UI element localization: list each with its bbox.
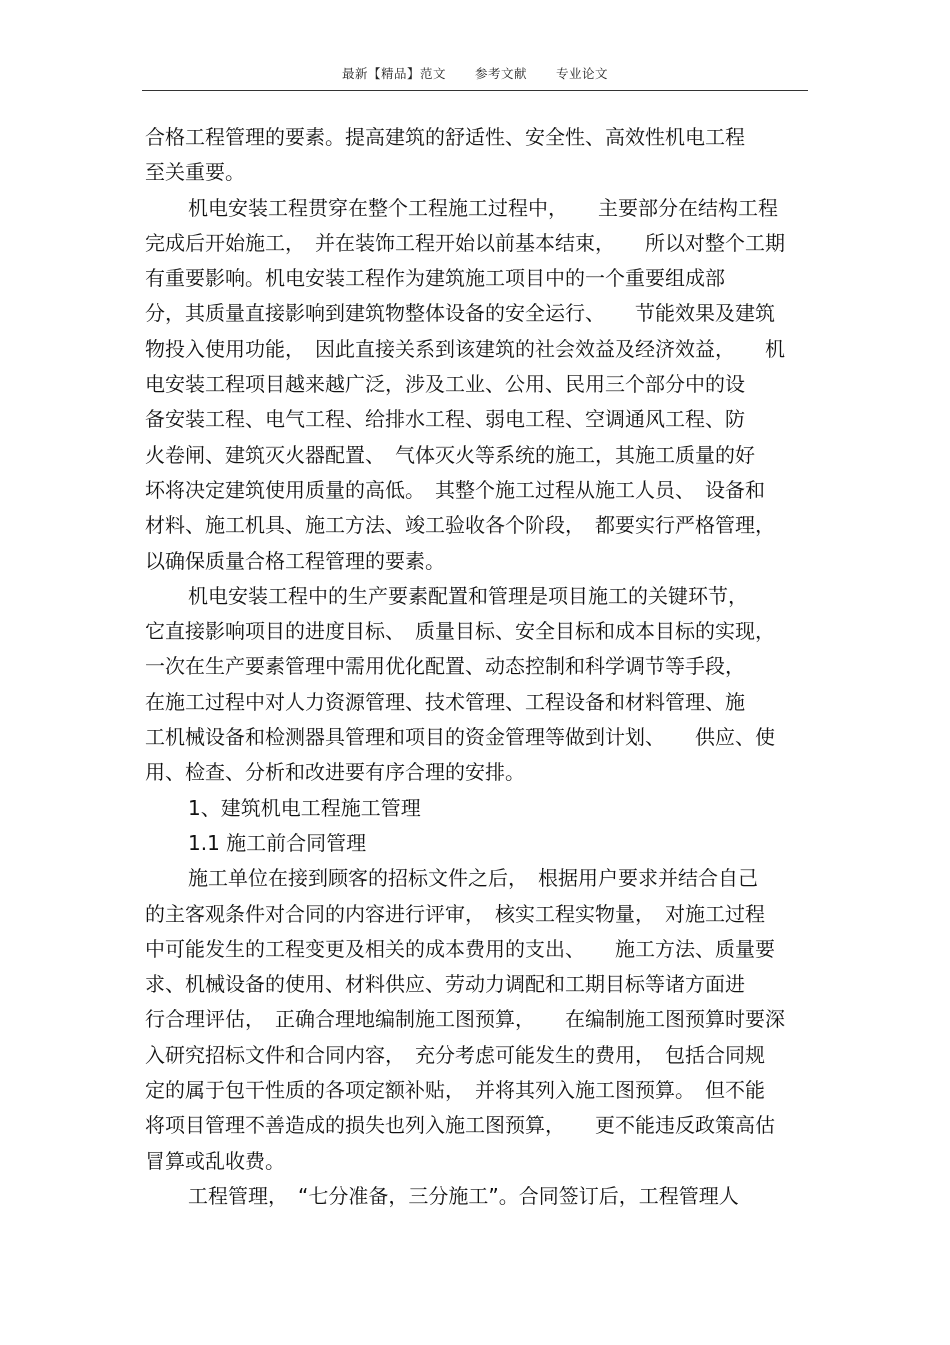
text-line: 坏将决定建筑使用质量的高低。 其整个施工过程从施工人员、 设备和 xyxy=(145,477,765,502)
text-line: 中可能发生的工程变更及相关的成本费用的支出、 施工方法、质量要 xyxy=(145,936,775,961)
text-line: 火卷闸、建筑灭火器配置、 气体灭火等系统的施工，其施工质量的好 xyxy=(145,442,755,467)
text-line: 工机械设备和检测器具管理和项目的资金管理等做到计划、 供应、使 xyxy=(145,725,775,750)
text-line: 一次在生产要素管理中需用优化配置、动态控制和科学调节等手段， xyxy=(145,654,745,679)
text-line: 入研究招标文件和合同内容， 充分考虑可能发生的费用， 包括合同规 xyxy=(145,1042,765,1067)
text-line: 分，其质量直接影响到建筑物整体设备的安全运行、 节能效果及建筑 xyxy=(145,301,775,326)
text-line: 1.1 施工前合同管理 xyxy=(188,830,367,855)
text-line: 机电安装工程贯穿在整个工程施工过程中， 主要部分在结构工程 xyxy=(188,195,778,220)
text-line: 1、建筑机电工程施工管理 xyxy=(188,795,421,820)
text-line: 机电安装工程中的生产要素配置和管理是项目施工的关键环节， xyxy=(188,583,748,608)
text-line: 合格工程管理的要素。提高建筑的舒适性、安全性、高效性机电工程 xyxy=(145,125,745,149)
page-header xyxy=(142,64,808,82)
header-item-templates: 最新【精品】范文 xyxy=(342,66,447,81)
text-line: 有重要影响。机电安装工程作为建筑施工项目中的一个重要组成部 xyxy=(145,266,725,291)
text-line: 以确保质量合格工程管理的要素。 xyxy=(145,548,445,573)
text-line: 用、检查、分析和改进要有序合理的安排。 xyxy=(145,760,525,785)
text-line: 完成后开始施工， 并在装饰工程开始以前基本结束， 所以对整个工期 xyxy=(145,230,785,255)
text-line: 求、机械设备的使用、材料供应、劳动力调配和工期目标等诸方面进 xyxy=(145,972,745,997)
text-line: 的主客观条件对合同的内容进行评审， 核实工程实物量， 对施工过程 xyxy=(145,901,765,926)
text-line: 备安装工程、电气工程、给排水工程、弱电工程、空调通风工程、防 xyxy=(145,407,745,432)
text-line: 施工单位在接到顾客的招标文件之后， 根据用户要求并结合自己 xyxy=(188,866,758,891)
text-line: 冒算或乱收费。 xyxy=(145,1148,285,1173)
text-line: 它直接影响项目的进度目标、 质量目标、安全目标和成本目标的实现， xyxy=(145,619,775,644)
text-line: 将项目管理不善造成的损失也列入施工图预算， 更不能违反政策高估 xyxy=(145,1113,775,1138)
text-line: 电安装工程项目越来越广泛，涉及工业、公用、民用三个部分中的设 xyxy=(145,372,745,397)
document-body xyxy=(145,120,815,1214)
text-line: 在施工过程中对人力资源管理、技术管理、工程设备和材料管理、施 xyxy=(145,689,745,714)
header-item-references: 参考文献 xyxy=(474,66,527,81)
header-item-papers: 专业论文 xyxy=(555,66,608,81)
text-line: 物投入使用功能， 因此直接关系到该建筑的社会效益及经济效益， 机 xyxy=(145,336,785,361)
text-line: 至关重要。 xyxy=(145,160,245,185)
text-line: 行合理评估， 正确合理地编制施工图预算， 在编制施工图预算时要深 xyxy=(145,1007,785,1032)
header-divider xyxy=(142,90,808,91)
text-line: 工程管理， “七分准备，三分施工”。合同签订后，工程管理人 xyxy=(188,1183,739,1208)
text-line: 定的属于包干性质的各项定额补贴， 并将其列入施工图预算。 但不能 xyxy=(145,1078,765,1103)
text-line: 材料、施工机具、施工方法、竣工验收各个阶段， 都要实行严格管理， xyxy=(145,513,775,538)
